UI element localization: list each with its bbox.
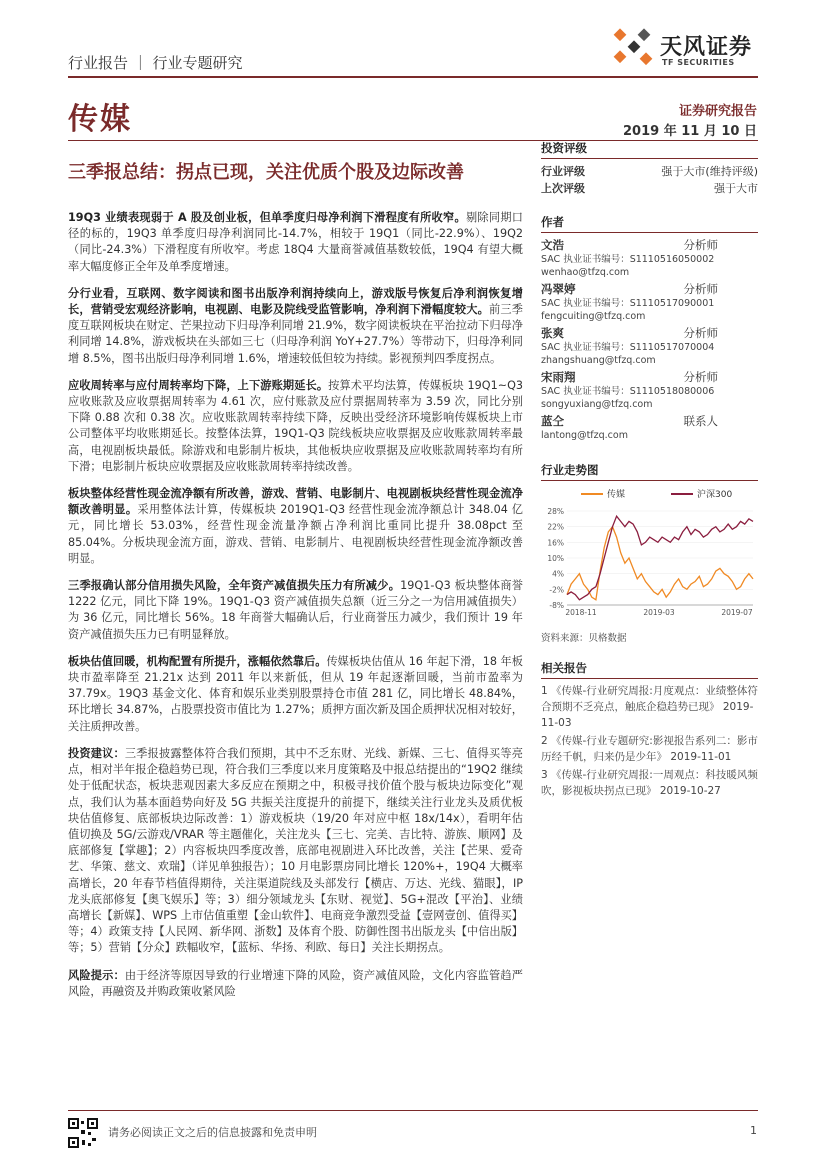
rating-heading: 投资评级: [541, 140, 758, 159]
chart-source: 资料来源：贝格数据: [541, 633, 627, 644]
trend-chart: [541, 485, 758, 625]
related-report-link[interactable]: 1 《传媒-行业研究周报:月度观点：业绩整体符合预期不乏亮点，触底企稳趋势已现》 2019-11-03: [541, 685, 758, 729]
trend-heading: 行业走势图: [541, 462, 758, 481]
authors-section: [541, 214, 758, 444]
related-heading: 相关报告: [541, 660, 758, 679]
author: 宋雨翔 分析师 SAC 执业证书编号：S1110518080006 songyuxiang@tfzq.com: [541, 369, 758, 411]
x-tick-label: 2018-11: [565, 608, 597, 617]
author: 张爽 分析师 SAC 执业证书编号：S1110517070004 zhangshuang@tfzq.com: [541, 325, 758, 367]
author: 文浩 分析师 SAC 执业证书编号：S1110516050002 wenhao@tfzq.com: [541, 237, 758, 279]
report-kind: 证券研究报告: [678, 104, 757, 119]
brand-name: 天风证券: [660, 35, 753, 60]
y-tick-label: 10%: [547, 554, 564, 563]
author-email[interactable]: songyuxiang@tfzq.com: [541, 399, 653, 410]
legend-label: 沪深300: [697, 490, 733, 500]
y-tick-label: 22%: [547, 522, 564, 532]
author: 蓝仝 联系人 lantong@tfzq.com: [541, 413, 758, 442]
qr-code-icon: [68, 1118, 98, 1148]
main-body: [68, 210, 523, 1011]
footer-divider: [68, 1110, 758, 1111]
author: 冯翠婷 分析师 SAC 执业证书编号：S1110517090001 fengcuiting@tfzq.com: [541, 281, 758, 323]
related-report-link[interactable]: 3 《传媒-行业研究周报:一周观点：科技暖风频吹，影视板块拐点已现》 2019-10-27: [541, 769, 758, 797]
x-tick-label: 2019-07: [721, 608, 753, 617]
paragraph: 板块估值回暖，机构配置有所提升，涨幅依然靠后。传媒板块估值从 16 年起下滑，18 年板块市盈率降至 21.21x 达到 2011 年以来新低，但从 19 年起逐渐回暖，当前市盈率为 37.79x。19Q3 基金文化、体育和娱乐业类别股票持仓市值 281 亿，同比增长 48.84%，环比增长 34.87%，占股票投资市值比为 1.27%；质押方面次新及国企质押状况相对较好，关注质押改善。: [68, 654, 523, 733]
authors-heading: 作者: [541, 214, 758, 233]
paragraph: 风险提示：由于经济等原因导致的行业增速下降的风险，资产减值风险，文化内容监管趋严风险，再融资及并购政策收紧风险: [68, 968, 523, 998]
legend-label: 传媒: [607, 490, 626, 500]
author-email[interactable]: fengcuiting@tfzq.com: [541, 311, 646, 322]
paragraph: 应收周转率与应付周转率均下降，上下游账期延长。按算术平均法算，传媒板块 19Q1~Q3 应收账款及应收票据周转率为 4.61 次，应付账款及应付票据周转率为 3.59 次，同比分别下降 0.88 次和 0.38 次。应收账款周转率持续下降，反映出受经济环境影响传媒板块上市公司整体平均收账期延长。按整体法算，19Q1-Q3 院线板块应收票据及应收账款周转率最高，电视剧板块最低。除游戏和电影制片板块，其他板块应收票据及应收账款周转率均有所下滑；电影制片板块应收票据及应收账款周转率持续改善。: [68, 378, 523, 473]
x-tick-label: 2019-03: [643, 608, 675, 617]
report-title: 三季报总结：拐点已现，关注优质个股及边际改善: [68, 162, 464, 183]
y-tick-label: 28%: [547, 507, 564, 516]
report-type: 行业报告 ｜ 行业专题研究: [68, 54, 243, 72]
paragraph: 分行业看，互联网、数字阅读和图书出版净利润持续向上，游戏版号恢复后净利润恢复增长，营销受宏观经济影响，电视剧、电影及院线受监管影响，净利润下滑幅度较大。前三季度互联网板块在财定、芒果拉动下归母净利同增 21.9%，数字阅读板块在平治拉动下归母净利同增 14.8%，游戏板块在头部如三七（归母净利润 YoY+27.7%）等带动下，归母净利同增 8.5%，图书出版归母净利同增 1.6%，增速较低但较为持续。影视预判四季度拐点。: [68, 286, 523, 365]
paragraph: 19Q3 业绩表现弱于 A 股及创业板，但单季度归母净利润下滑程度有所收窄。剔除同期口径的标的，19Q3 单季度归母净利润同比-14.7%，相较于 19Q1（同比-22.9%）、19Q2（同比-24.3%）下滑程度有所收窄。考虑 18Q4 大量商誉减值基数较低，19Q4 有望大概率大幅度修正全年及单季度增速。: [68, 211, 523, 273]
y-tick-label: -2%: [549, 585, 564, 595]
industry-name: 传媒: [68, 102, 132, 137]
rating-row: 行业评级 强于大市(维持评级): [541, 165, 758, 178]
related-section: [541, 660, 758, 801]
brand-name-en: TF SECURITIES: [662, 58, 735, 67]
y-tick-label: 16%: [547, 538, 564, 548]
report-date: 2019 年 11 月 10 日: [623, 124, 757, 139]
page-number: 1: [750, 1124, 757, 1137]
y-tick-label: 4%: [552, 569, 564, 579]
author-email[interactable]: lantong@tfzq.com: [541, 430, 628, 441]
author-email[interactable]: wenhao@tfzq.com: [541, 267, 630, 278]
paragraph: 三季报确认部分信用损失风险，全年资产减值损失压力有所减少。19Q1-Q3 板块整体商誉 1222 亿元，同比下降 19%。19Q1-Q3 资产减值损失总额（近三分之一为信用减值损失）为 36 亿元，同比增长 56%。18 年商誉大幅确认后，行业商誉压力减少，我们预计 19 年资产减值损失压力已有明显释放。: [68, 579, 523, 641]
series-line: [567, 527, 753, 600]
rating-row: 上次评级 强于大市: [541, 182, 758, 195]
related-report-link[interactable]: 2 《传媒-行业专题研究:影视报告系列二：影市历经千帆，归来仍是少年》 2019-11-01: [541, 735, 758, 763]
paragraph: 板块整体经营性现金流净额有所改善，游戏、营销、电影制片、电视剧板块经营性现金流净额改善明显。采用整体法计算，传媒板块 2019Q1-Q3 经营性现金流净额总计 348.04 亿元，同比增长 53.03%，经营性现金流量净额占净利润比重同比提升 38.08pct 至 85.04%。分板块现金流方面，游戏、营销、电影制片、电视剧板块经营性现金流净额改善明显。: [68, 487, 523, 565]
disclaimer-link[interactable]: 请务必阅读正文之后的信息披露和免责申明: [108, 1126, 317, 1139]
trend-section: [541, 462, 758, 644]
author-email[interactable]: zhangshuang@tfzq.com: [541, 355, 656, 366]
paragraph: 投资建议：三季报披露整体符合我们预期，其中不乏东财、光线、新媒、三七、值得买等亮点，相对半年报企稳趋势已现，符合我们三季度以来月度策略及中报总结提出的“19Q2 继续处于低配状态，板块悲观因素大多反应在预期之中，积极寻找价值个股与板块边际变化”观点，我们认为基本面趋势向好及 5G 共振关注度提升的前提下，继续关注行业龙头及质优板块估值修复、底部板块边际改善：1）游戏板块（19/20 年对应中枢 18x/14x），看明年估值切换及 5G/云游戏/VRAR 等主题催化，关注龙头【三七、完美、吉比特、游族、顺网】及底部修复【掌趣】；2）内容板块四季度改善，底部电视剧进入环比改善，关注【芒果、爱奇艺、华策、慈文、欢瑞】（详见单独报告）；10 月电影票房同比增长 120%+，19Q4 大概率高增长，20 年春节档值得期待，关注渠道院线及头部发行【横店、万达、光线、猫眼】，IP 龙头底部修复【奥飞娱乐】等；3）细分领域龙头【东财、视觉】、5G+混改【平治】、业绩高增长【新媒】、WPS 上市估值重塑【金山软件】、电商竞争激烈受益【壹网壹创、值得买】等；4）政策支持【人民网、新华网、浙数】及体育个股、防御性图书出版龙头【中信出版】等；5）营销【分众】跌幅收窄，【蓝标、华扬、利欧、每日】关注长期拐点。: [68, 746, 523, 955]
header-divider: [68, 76, 758, 78]
rating-section: [541, 140, 758, 197]
y-tick-label: -8%: [549, 601, 564, 610]
